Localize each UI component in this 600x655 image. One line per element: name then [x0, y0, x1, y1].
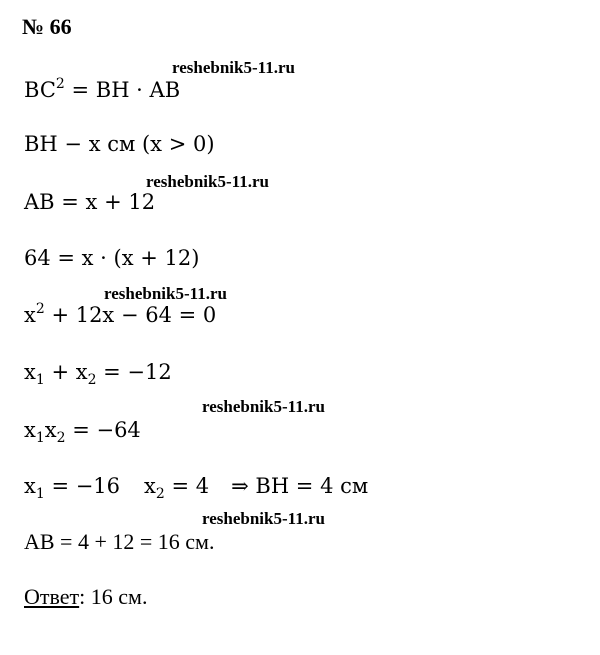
eq-part: x — [24, 474, 36, 498]
eq-part: + 12x − 64 = 0 — [44, 303, 217, 327]
eq-part: x — [24, 303, 36, 327]
watermark: reshebnik5-11.ru — [202, 509, 325, 528]
eq-superscript: 2 — [35, 301, 45, 317]
answer-label: Ответ — [24, 584, 80, 609]
eq-part: x — [24, 360, 36, 384]
eq-superscript: 2 — [55, 76, 65, 92]
eq-part: = −12 — [96, 360, 172, 384]
eq-part: = BH · AB — [64, 78, 181, 102]
eq-part: ⇒ BH = 4 см — [231, 474, 369, 498]
eq-subscript: 1 — [35, 486, 45, 502]
equation-substitution: 64 = x · (x + 12) — [24, 246, 200, 270]
watermark: reshebnik5-11.ru — [202, 397, 325, 416]
eq-part: x — [44, 418, 57, 442]
watermark: reshebnik5-11.ru — [146, 172, 269, 191]
eq-subscript: 2 — [155, 486, 165, 502]
eq-part: = −64 — [65, 418, 141, 442]
equation-bh-definition: BH − x см (x > 0) — [24, 132, 215, 156]
equation-ab-result: AB = 4 + 12 = 16 см. — [24, 529, 215, 554]
equation-vieta-product — [24, 418, 141, 446]
eq-part: BC — [24, 78, 56, 102]
equation-quadratic — [24, 301, 217, 327]
watermark: reshebnik5-11.ru — [104, 284, 227, 303]
answer-value: : 16 см. — [79, 584, 148, 609]
eq-subscript: 1 — [35, 372, 45, 388]
problem-number: № 66 — [22, 14, 72, 39]
eq-part: = −16 — [44, 474, 121, 498]
eq-part: x — [24, 418, 36, 442]
equation-roots — [24, 474, 369, 502]
equation-ab-definition: AB = x + 12 — [24, 190, 156, 214]
eq-subscript: 2 — [87, 372, 97, 388]
eq-part: x — [144, 474, 156, 498]
equation-vieta-sum — [24, 360, 172, 388]
watermark: reshebnik5-11.ru — [172, 58, 295, 77]
eq-subscript: 2 — [56, 430, 66, 446]
equation-bc-squared — [24, 76, 181, 102]
eq-subscript: 1 — [35, 430, 45, 446]
answer-line — [24, 586, 147, 608]
eq-part: + x — [44, 360, 88, 384]
eq-part: = 4 — [164, 474, 210, 498]
